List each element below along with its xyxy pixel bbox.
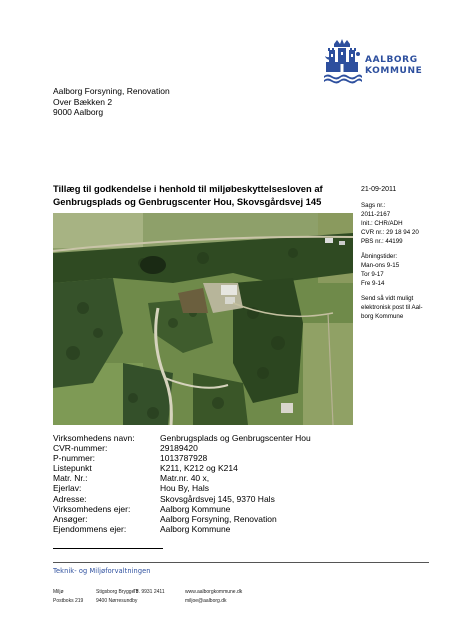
info-label: Ejerlav: <box>53 483 82 494</box>
info-label: Virksomhedens ejer: <box>53 503 131 514</box>
info-value: Skovsgårdsvej 145, 9370 Hals <box>160 493 275 504</box>
cvr-number: CVR nr.: 29 18 94 20 <box>361 229 419 236</box>
opening-hours-label: Åbningstider: <box>361 253 398 260</box>
logo-text-line2: KOMMUNE <box>365 66 423 76</box>
aerial-photo-illustration <box>53 213 353 425</box>
info-label: Adresse: <box>53 493 87 504</box>
footer-postbox: Postboks 219 <box>53 598 84 604</box>
footer-street: Stigsborg Brygge 5 <box>96 589 139 595</box>
info-row <box>53 514 311 524</box>
aalborg-kommune-logo <box>322 38 432 90</box>
info-value: Aalborg Forsyning, Renovation <box>160 513 277 524</box>
footer-divider <box>53 562 429 563</box>
footer-city: 9400 Nørresundby <box>96 598 138 604</box>
footer-unit: Miljø <box>53 589 64 595</box>
note-line: elektronisk post til Aal- <box>361 304 423 311</box>
info-value: Aalborg Kommune <box>160 523 231 534</box>
info-value: 29189420 <box>160 443 198 454</box>
footer-phone: Tlf. 9931 2411 <box>133 589 165 595</box>
pbs-number: PBS nr.: 44199 <box>361 238 403 245</box>
info-row <box>53 483 311 493</box>
initials: Init.: CHR/ADH <box>361 220 403 227</box>
address-line: 9000 Aalborg <box>53 107 104 117</box>
castle-crest-icon <box>322 38 362 84</box>
info-label: Listepunkt <box>53 463 92 474</box>
side-info-column <box>361 185 431 327</box>
title-line-1: Tillæg til godkendelse i henhold til miljøbeskyttelsesloven af <box>53 183 323 194</box>
info-label: Matr. Nr.: <box>53 473 88 484</box>
info-value: 1013787928 <box>160 453 208 464</box>
address-line: Aalborg Forsyning, Renovation <box>53 86 170 96</box>
opening-hours <box>361 252 431 288</box>
opening-hours-line: Tor 9-17 <box>361 271 384 278</box>
info-label: P-nummer: <box>53 453 96 464</box>
info-value: Matr.nr. 40 x, <box>160 473 210 484</box>
note-line: Send så vidt muligt <box>361 295 414 302</box>
case-number-label: Sags nr.: <box>361 202 386 209</box>
info-label: CVR-nummer: <box>53 443 108 454</box>
opening-hours-line: Fre 9-14 <box>361 280 385 287</box>
address-line: Over Bækken 2 <box>53 96 113 107</box>
title-line-2: Genbrugsplads og Genbrugscenter Hou, Skovsgårdsvej 145 <box>53 195 322 207</box>
opening-hours-line: Man-ons 9-15 <box>361 262 400 269</box>
electronic-mail-note <box>361 294 431 321</box>
info-value: K211, K212 og K214 <box>160 463 238 474</box>
info-row <box>53 504 311 514</box>
info-row <box>53 453 311 463</box>
info-row <box>53 433 311 443</box>
info-label: Ansøger: <box>53 513 88 524</box>
recipient-address <box>53 86 170 118</box>
info-row <box>53 524 311 534</box>
info-value: Genbrugsplads og Genbrugscenter Hou <box>160 433 311 443</box>
case-info <box>361 201 431 246</box>
department-name: Teknik- og Miljøforvaltningen <box>53 567 151 575</box>
company-info-table <box>53 433 311 534</box>
document-title <box>53 183 353 208</box>
info-label: Virksomhedens navn: <box>53 433 135 443</box>
signature-line <box>53 548 163 549</box>
footer-email-link[interactable]: miljoe@aalborg.dk <box>185 598 227 604</box>
logo-text-line1: AALBORG <box>365 55 418 65</box>
info-row <box>53 443 311 453</box>
note-line: borg Kommune <box>361 313 404 320</box>
info-row <box>53 494 311 504</box>
info-row <box>53 463 311 473</box>
footer-website-link[interactable]: www.aalborgkommune.dk <box>185 589 243 595</box>
info-label: Ejendommens ejer: <box>53 523 127 534</box>
info-value: Aalborg Kommune <box>160 503 231 514</box>
case-number: 2011-2167 <box>361 211 391 218</box>
info-value: Hou By, Hals <box>160 483 209 494</box>
aerial-photo <box>53 213 353 425</box>
info-row <box>53 473 311 483</box>
document-date: 21-09-2011 <box>361 186 397 193</box>
